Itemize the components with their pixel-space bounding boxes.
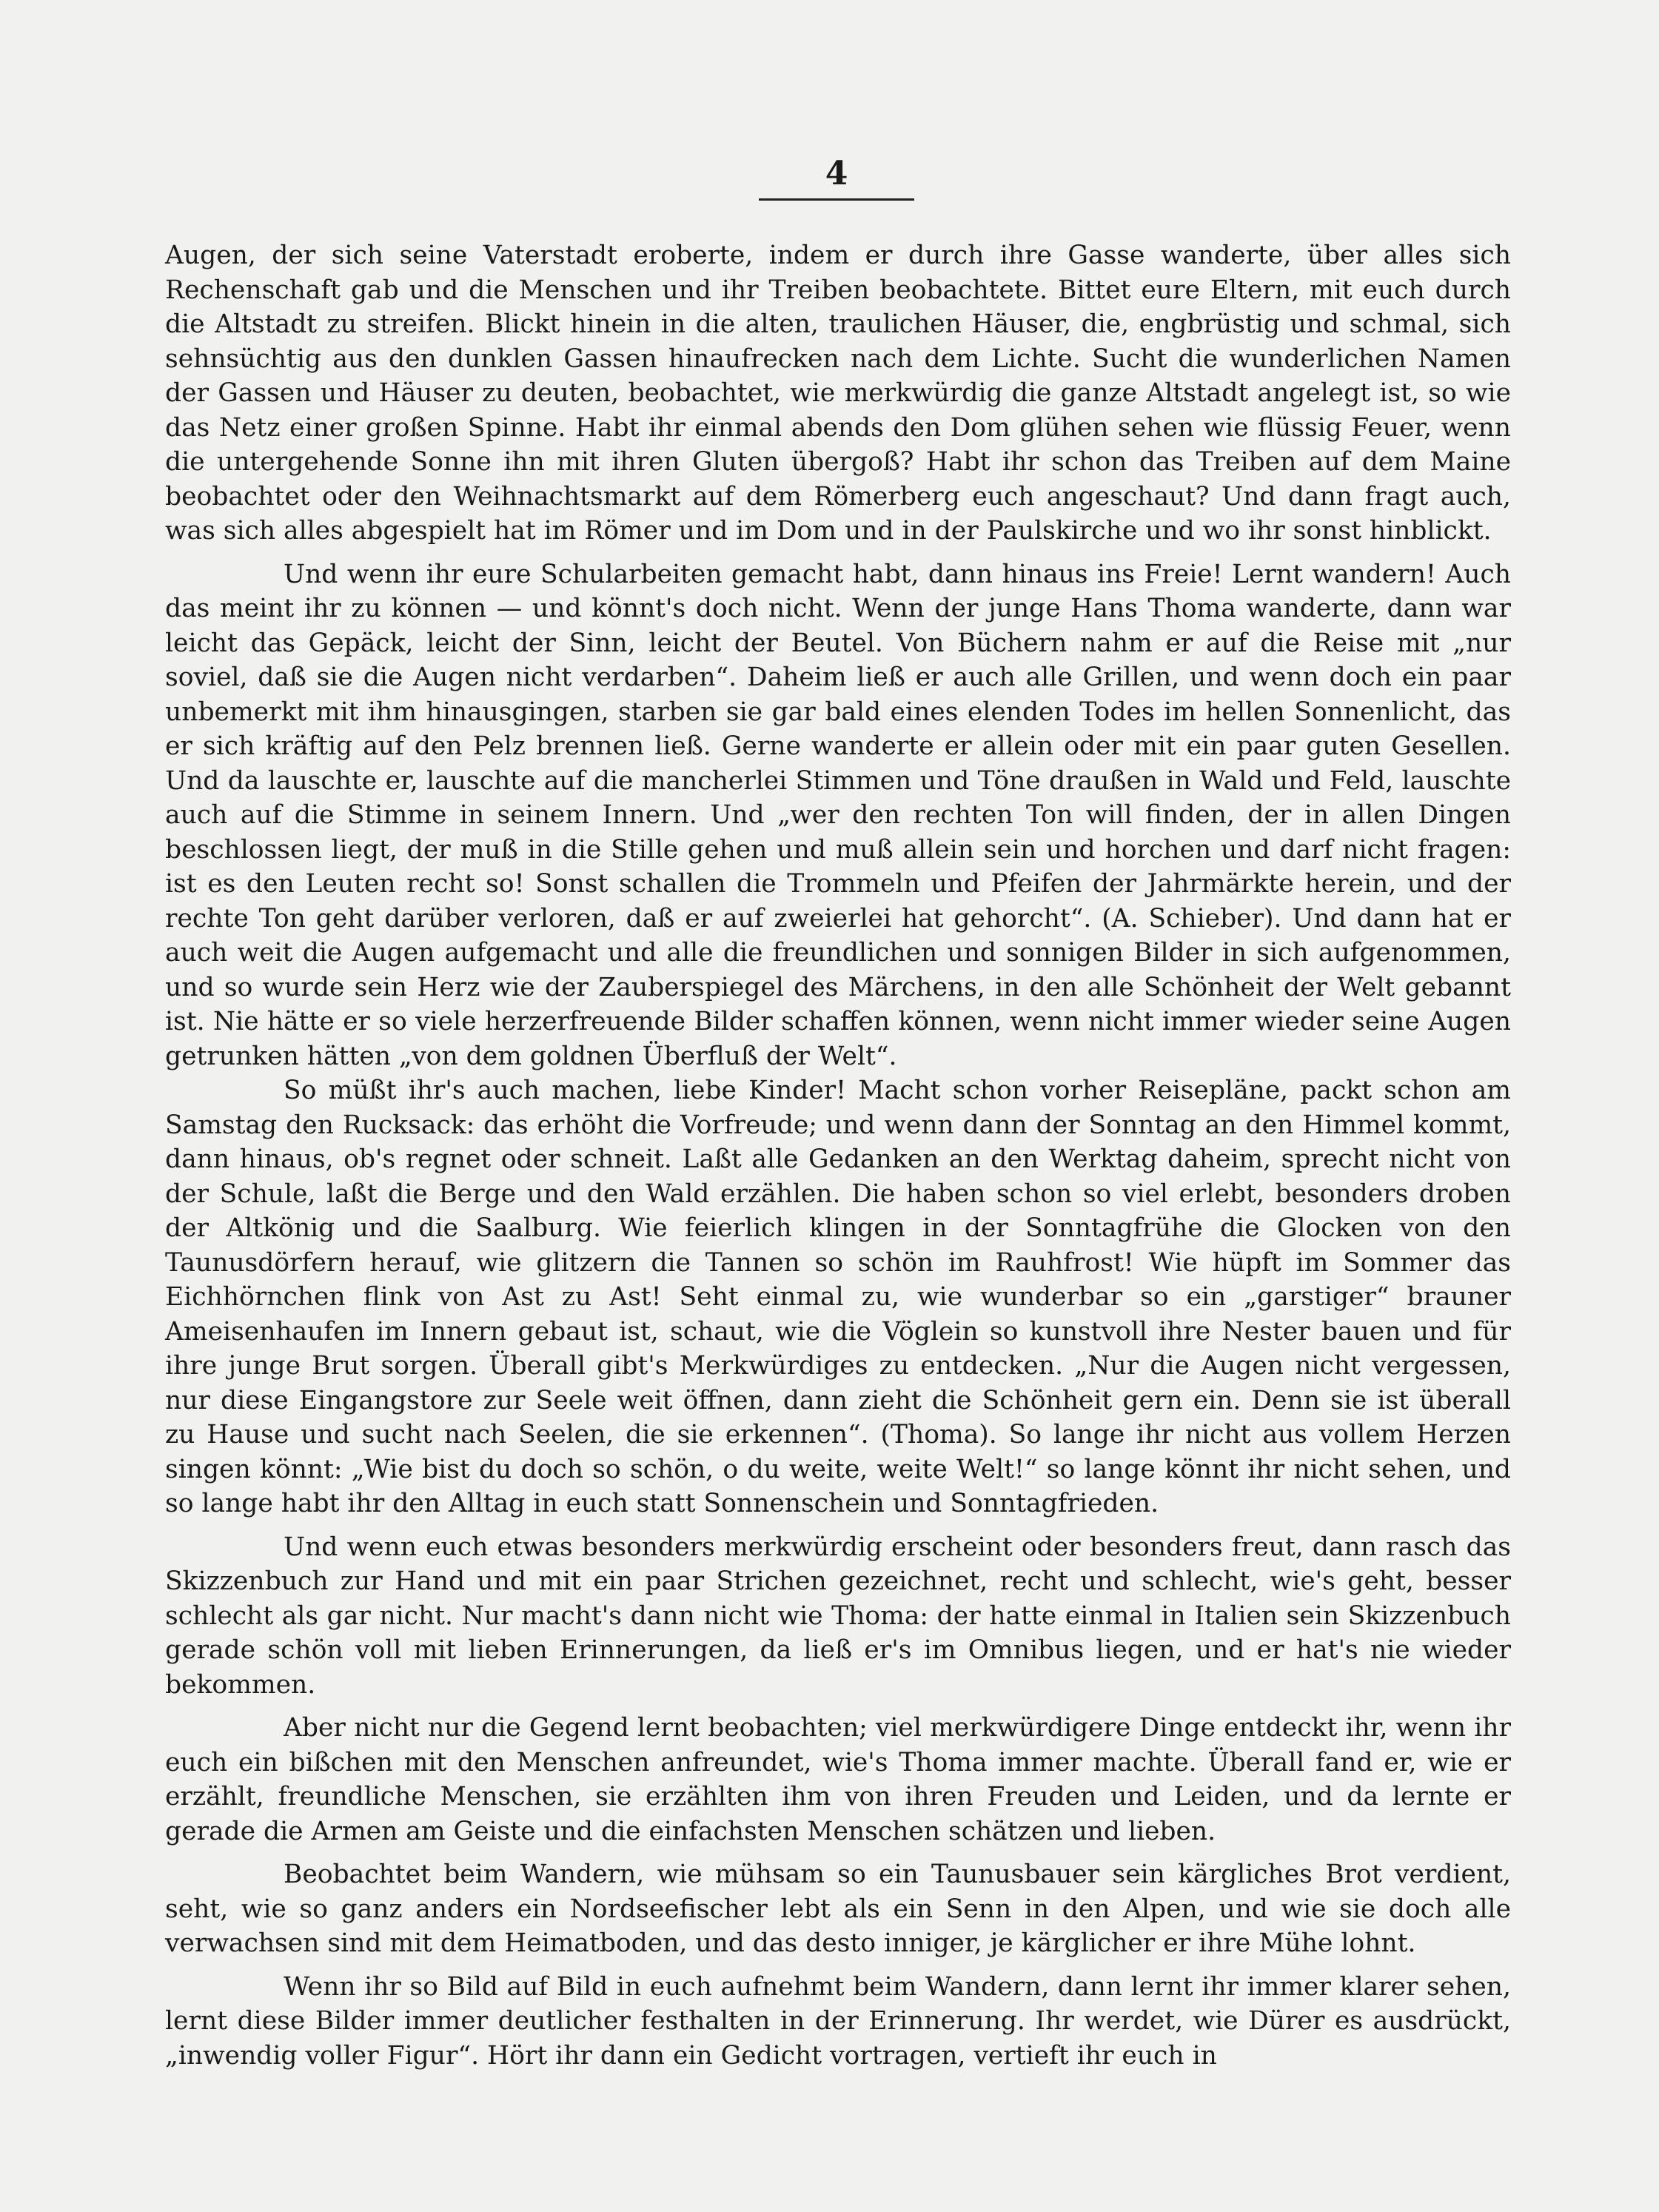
paragraph-4: Und wenn euch etwas besonders merkwürdig erscheint oder besonders freut, dann rasch das Skizzenbuch zur Hand und mit ein paar Strichen gezeichnet, recht und schlecht, wie's geht, besser schlecht als gar nicht. Nur macht's dann nicht wie Thoma: der hatte einmal in Italien sein Skizzenbuch gerade schön voll mit lieben Erinnerungen, da ließ er's im Omnibus liegen, und er hat's nie wieder bekommen. <box>165 1532 1511 1700</box>
body-text <box>165 238 1511 2073</box>
paragraph-1: Augen, der sich seine Vaterstadt eroberte, indem er durch ihre Gasse wanderte, über alles sich Rechenschaft gab und die Menschen und ihr Treiben beobachtete. Bittet eure Eltern, mit euch durch die Altstadt zu streifen. Blickt hinein in die alten, traulichen Häuser, die, engbrüstig und schmal, sich sehnsüchtig aus den dunklen Gassen hinaufrecken nach dem Lichte. Sucht die wunderlichen Namen der Gassen und Häuser zu deuten, beobachtet, wie merkwürdig die ganze Altstadt angelegt ist, so wie das Netz einer großen Spinne. Habt ihr einmal abends den Dom glühen sehen wie flüssig Feuer, wenn die untergehende Sonne ihn mit ihren Gluten übergoß? Habt ihr schon das Treiben auf dem Maine beobachtet oder den Weihnachtsmarkt auf dem Römerberg euch angeschaut? Und dann fragt auch, was sich alles abgespielt hat im Römer und im Dom und in der Paulskirche und wo ihr sonst hinblickt. <box>165 241 1511 546</box>
page-number: 4 <box>825 155 848 192</box>
header-rule <box>759 198 914 201</box>
paragraph-2: Und wenn ihr eure Schularbeiten gemacht habt, dann hinaus ins Freie! Lernt wandern! Auch das meint ihr zu können — und könnt's doch nicht. Wenn der junge Hans Thoma wanderte, dann war leicht das Gepäck, leicht der Sinn, leicht der Beutel. Von Büchern nahm er auf die Reise mit „nur soviel, daß sie die Augen nicht verdarben“. Daheim ließ er auch alle Grillen, und wenn doch ein paar unbemerkt mit ihm hinausgingen, starben sie gar bald eines elenden Todes im hellen Sonnenlicht, das er sich kräftig auf den Pelz brennen ließ. Gerne wanderte er allein oder mit ein paar guten Gesellen. Und da lauschte er, lauschte auf die mancherlei Stimmen und Töne draußen in Wald und Feld, lauschte auch auf die Stimme in seinem Innern. Und „wer den rechten Ton will finden, der in allen Dingen beschlossen liegt, der muß in die Stille gehen und muß allein sein und horchen und darf nicht fragen: ist es den Leuten recht so! Sonst schallen die Trommeln und Pfeifen der Jahrmärkte herein, und der rechte Ton geht darüber verloren, daß er auf zweierlei hat gehorcht“. (A. Schieber). Und dann hat er auch weit die Augen aufgemacht und alle die freundlichen und sonnigen Bilder in sich aufgenommen, und so wurde sein Herz wie der Zauberspiegel des Märchens, in den alle Schönheit der Welt gebannt ist. Nie hätte er so viele herzerfreuende Bilder schaffen können, wenn nicht immer wieder seine Augen getrunken hätten „von dem goldnen Überfluß der Welt“. <box>165 559 1511 1071</box>
paragraph-3: So müßt ihr's auch machen, liebe Kinder! Macht schon vorher Reisepläne, packt schon am Samstag den Rucksack: das erhöht die Vorfreude; und wenn dann der Sonntag an den Himmel kommt, dann hinaus, ob's regnet oder schneit. Laßt alle Gedanken an den Werktag daheim, sprecht nicht von der Schule, laßt die Berge und den Wald erzählen. Die haben schon so viel erlebt, besonders droben der Altkönig und die Saalburg. Wie feierlich klingen in der Sonntagfrühe die Glocken von den Taunusdörfern herauf, wie glitzern die Tannen so schön im Rauhfrost! Wie hüpft im Sommer das Eichhörnchen flink von Ast zu Ast! Seht einmal zu, wie wunderbar so ein „garstiger“ brauner Ameisenhaufen im Innern gebaut ist, schaut, wie die Vöglein so kunstvoll ihre Nester bauen und für ihre junge Brut sorgen. Überall gibt's Merkwürdiges zu entdecken. „Nur die Augen nicht vergessen, nur diese Eingangstore zur Seele weit öffnen, dann zieht die Schönheit gern ein. Denn sie ist überall zu Hause und sucht nach Seelen, die sie erkennen“. (Thoma). So lange ihr nicht aus vollem Herzen singen könnt: „Wie bist du doch so schön, o du weite, weite Welt!“ so lange könnt ihr nicht sehen, und so lange habt ihr den Alltag in euch statt Sonnenschein und Sonntagfrieden. <box>165 1076 1511 1518</box>
paragraph-7: Wenn ihr so Bild auf Bild in euch aufnehmt beim Wandern, dann lernt ihr immer klarer sehen, lernt diese Bilder immer deutlicher festhalten in der Erinnerung. Ihr werdet, wie Dürer es ausdrückt, „inwendig voller Figur“. Hört ihr dann ein Gedicht vortragen, vertieft ihr euch in <box>165 1971 1511 2071</box>
paragraph-6: Beobachtet beim Wandern, wie mühsam so ein Taunusbauer sein kärgliches Brot verdient, seht, wie so ganz anders ein Nordseefischer lebt als ein Senn in den Alpen, und wie sie doch alle verwachsen sind mit dem Heimatboden, und das desto inniger, je kärglicher er ihre Mühe lohnt. <box>165 1860 1511 1958</box>
paragraph-5: Aber nicht nur die Gegend lernt beobachten; viel merkwürdigere Dinge entdeckt ihr, wenn ihr euch ein bißchen mit den Menschen anfreundet, wie's Thoma immer machte. Überall fand er, wie er erzählt, freundliche Menschen, sie erzählten ihm von ihren Freuden und Leiden, und da lernte er gerade die Armen am Geiste und die einfachsten Menschen schätzen und lieben. <box>165 1713 1511 1846</box>
